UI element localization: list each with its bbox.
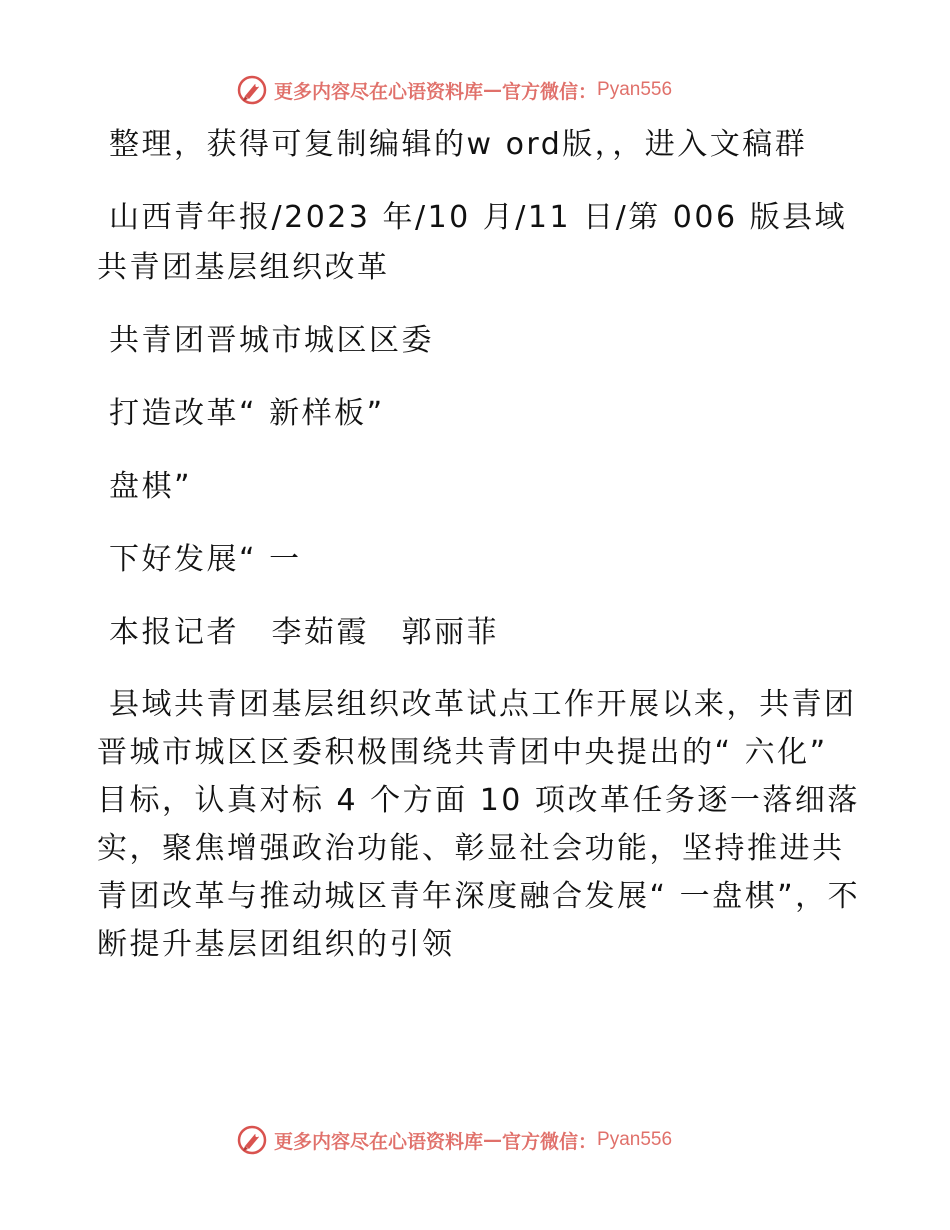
watermark-id: Pyan556 xyxy=(597,1129,673,1150)
header-watermark xyxy=(236,72,672,108)
paragraph-byline: 本报记者 李茹霞 郭丽菲 xyxy=(109,615,499,650)
pen-logo-icon xyxy=(236,1124,268,1156)
document-body xyxy=(97,120,867,992)
watermark-label: 官方微信： xyxy=(502,1130,598,1153)
footer-watermark xyxy=(236,1122,672,1158)
watermark-dash: — xyxy=(483,1129,503,1151)
paragraph-headline-1: 打造改革“ 新样板” xyxy=(109,396,385,431)
paragraph-headline-2: 盘棋” xyxy=(109,469,193,504)
paragraph-organization: 共青团晋城市城区区委 xyxy=(109,323,434,358)
pen-logo-icon xyxy=(236,74,268,106)
watermark-dash: — xyxy=(483,79,503,101)
watermark-id: Pyan556 xyxy=(597,79,673,100)
watermark-label: 官方微信： xyxy=(502,80,598,103)
watermark-text: 更多内容尽在心语资料库 xyxy=(274,80,484,103)
paragraph-headline-3: 下好发展“ 一 xyxy=(109,542,302,577)
paragraph-source: 山西青年报/2023 年/10 月/11 日/第 006 版县域共青团基层组织改革 xyxy=(97,200,848,285)
paragraph-body: 县域共青团基层组织改革试点工作开展以来，共青团晋城市城区区委积极围绕共青团中央提出的“ 六化” 目标，认真对标 4 个方面 10 项改革任务逐一落细落实，聚焦增强政治功能、彰显社会功能，坚持推进共青团改革与推动城区青年深度融合发展“ 一盘棋”，不断提升基层团组织的引领 xyxy=(97,687,861,962)
paragraph-intro: 整理，获得可复制编辑的w ord版，，进入文稿群 xyxy=(109,127,808,162)
watermark-text: 更多内容尽在心语资料库 xyxy=(274,1130,484,1153)
